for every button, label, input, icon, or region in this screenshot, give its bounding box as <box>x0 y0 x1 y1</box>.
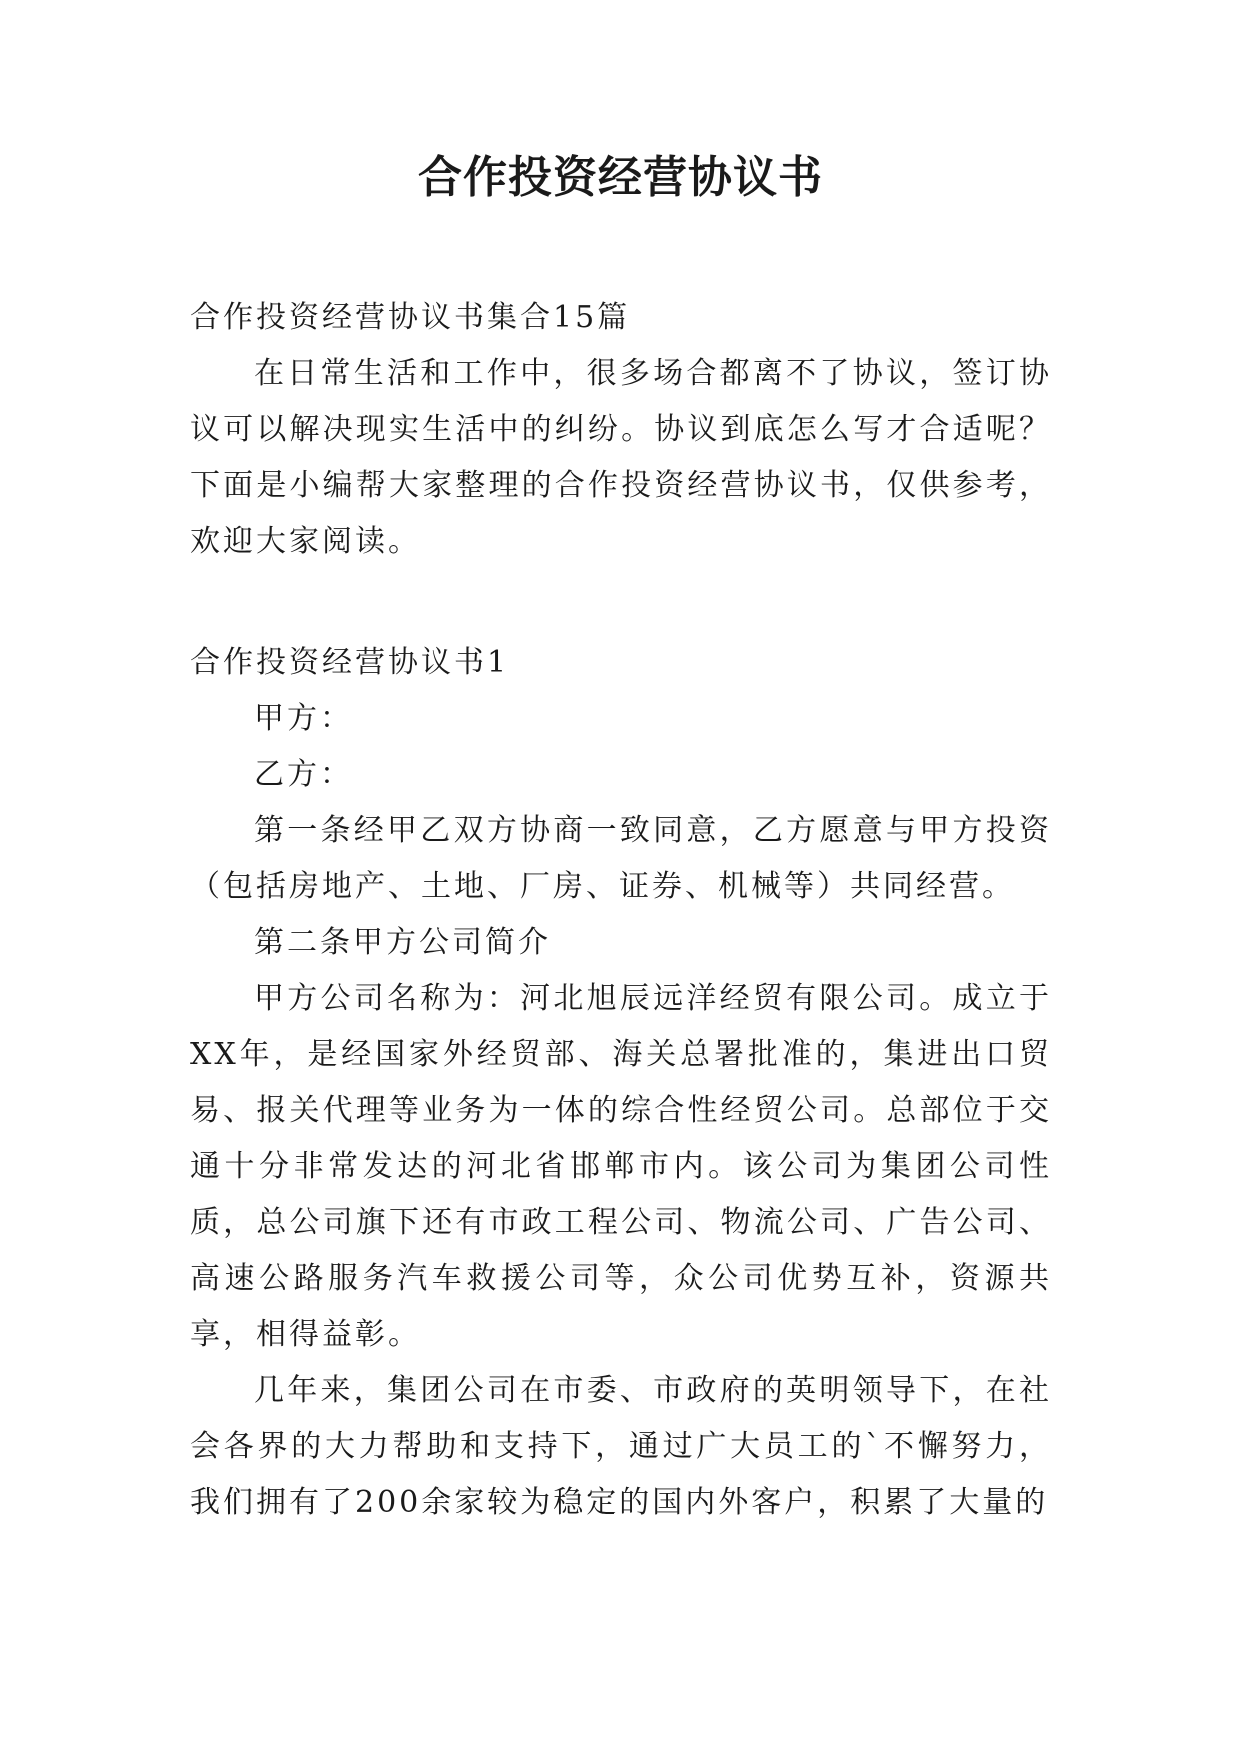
collection-heading: 合作投资经营协议书集合15篇 <box>190 300 631 335</box>
document-title: 合作投资经营协议书 <box>418 152 823 203</box>
article-1-paragraph: 第一条经甲乙双方协商一致同意，乙方愿意与甲方投资（包括房地产、土地、厂房、证券、机械等）共同经营。 <box>190 813 1052 904</box>
development-paragraph: 几年来，集团公司在市委、市政府的英明领导下，在社会各界的大力帮助和支持下，通过广大员工的`不懈努力，我们拥有了200余家较为稳定的国内外客户，积累了大量的 <box>190 1373 1052 1520</box>
party-b-line: 乙方： <box>254 757 353 792</box>
article-2-heading: 第二条甲方公司简介 <box>254 925 551 960</box>
intro-paragraph: 在日常生活和工作中，很多场合都离不了协议，签订协议可以解决现实生活中的纠纷。协议到底怎么写才合适呢？下面是小编帮大家整理的合作投资经营协议书，仅供参考，欢迎大家阅读。 <box>190 356 1052 559</box>
section-1-heading: 合作投资经营协议书1 <box>190 645 510 680</box>
party-a-line: 甲方： <box>254 701 353 736</box>
company-intro-paragraph: 甲方公司名称为：河北旭辰远洋经贸有限公司。成立于XX年，是经国家外经贸部、海关总署批准的，集进出口贸易、报关代理等业务为一体的综合性经贸公司。总部位于交通十分非常发达的河北省邯郸市内。该公司为集团公司性质，总公司旗下还有市政工程公司、物流公司、广告公司、高速公路服务汽车救援公司等，众公司优势互补，资源共享，相得益彰。 <box>190 981 1052 1352</box>
